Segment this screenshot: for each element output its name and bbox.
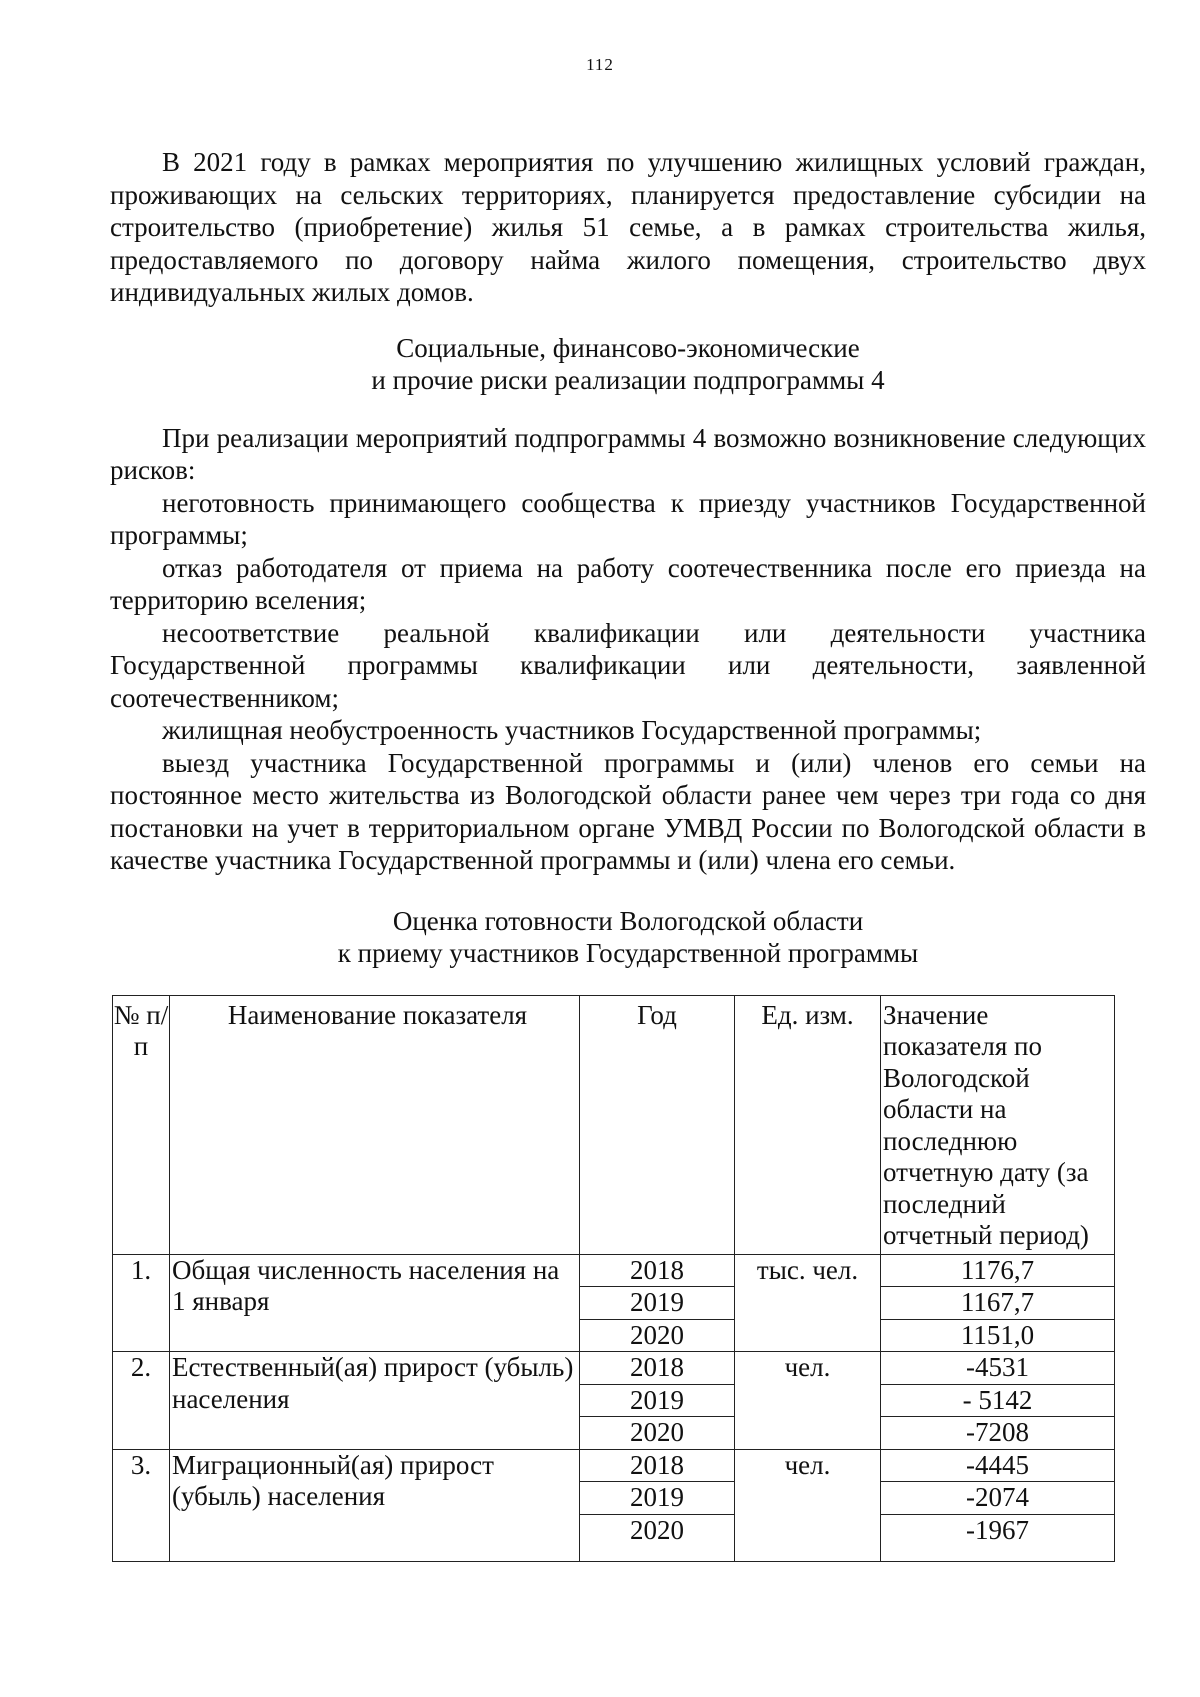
row-year: 2019 bbox=[580, 1384, 735, 1417]
risk-item: неготовность принимающего сообщества к приезду участников Государственной программы; bbox=[110, 487, 1146, 550]
risks-heading-line-1: Социальные, финансово-экономические bbox=[396, 332, 860, 363]
row-year: 2018 bbox=[580, 1449, 735, 1482]
document-body bbox=[110, 146, 1146, 1562]
header-num: № п/п bbox=[113, 995, 170, 1254]
row-unit: тыс. чел. bbox=[735, 1254, 881, 1352]
row-value: -4445 bbox=[881, 1449, 1115, 1482]
row-year: 2020 bbox=[580, 1514, 735, 1561]
page-number: 112 bbox=[586, 55, 614, 74]
row-year: 2020 bbox=[580, 1319, 735, 1352]
header-unit: Ед. изм. bbox=[735, 995, 881, 1254]
row-year: 2019 bbox=[580, 1482, 735, 1515]
row-unit: чел. bbox=[735, 1449, 881, 1561]
row-value: 1167,7 bbox=[881, 1287, 1115, 1320]
row-value: -4531 bbox=[881, 1352, 1115, 1385]
table-heading bbox=[110, 905, 1146, 970]
table-row bbox=[113, 1449, 1115, 1482]
row-name: Общая численность населения на 1 января bbox=[170, 1254, 580, 1352]
row-value: -1967 bbox=[881, 1514, 1115, 1561]
row-value: 1151,0 bbox=[881, 1319, 1115, 1352]
indicators-table bbox=[112, 995, 1115, 1562]
row-name: Естественный(ая) прирост (убыль) населения bbox=[170, 1352, 580, 1450]
row-year: 2018 bbox=[580, 1254, 735, 1287]
row-unit: чел. bbox=[735, 1352, 881, 1450]
risks-heading bbox=[110, 332, 1146, 397]
table-row bbox=[113, 1352, 1115, 1385]
row-num: 2. bbox=[113, 1352, 170, 1450]
table-header-row bbox=[113, 995, 1115, 1254]
row-value: -2074 bbox=[881, 1482, 1115, 1515]
row-year: 2018 bbox=[580, 1352, 735, 1385]
row-year: 2020 bbox=[580, 1417, 735, 1450]
intro-paragraph: В 2021 году в рамках мероприятия по улучшению жилищных условий граждан, проживающих на сельских территориях, планируется предоставление субсидии на строительство (приобретение) жилья 51 семье, а в рамках строительства жилья, предоставляемого по договору найма жилого помещения, строительство двух индивидуальных жилых домов. bbox=[110, 147, 1146, 307]
header-name: Наименование показателя bbox=[170, 995, 580, 1254]
row-year: 2019 bbox=[580, 1287, 735, 1320]
row-num: 3. bbox=[113, 1449, 170, 1561]
risk-item: выезд участника Государственной программы и (или) членов его семьи на постоянное место жительства из Вологодской области ранее чем через три года со дня постановки на учет в территориальном органе УМВД России по Вологодской области в качестве участника Государственной программы и (или) члена его семьи. bbox=[110, 747, 1146, 875]
row-value: - 5142 bbox=[881, 1384, 1115, 1417]
row-num: 1. bbox=[113, 1254, 170, 1352]
row-name: Миграционный(ая) прирост (убыль) населения bbox=[170, 1449, 580, 1561]
risk-item: жилищная необустроенность участников Государственной программы; bbox=[162, 715, 982, 745]
risks-intro: При реализации мероприятий подпрограммы 4 возможно возникновение следующих рисков: bbox=[110, 422, 1146, 485]
header-year: Год bbox=[580, 995, 735, 1254]
row-value: 1176,7 bbox=[881, 1254, 1115, 1287]
risk-item: отказ работодателя от приема на работу соотечественника после его приезда на территорию вселения; bbox=[110, 552, 1146, 615]
risk-item: несоответствие реальной квалификации или деятельности участника Государственной программы квалификации или деятельности, заявленной соотечественником; bbox=[110, 617, 1146, 713]
table-heading-line-2: к приему участников Государственной программы bbox=[337, 938, 919, 968]
header-value: Значение показателя по Вологодской области на последнюю отчетную дату (за последний отчетный период) bbox=[881, 995, 1115, 1254]
row-value: -7208 bbox=[881, 1417, 1115, 1450]
risks-heading-line-2: и прочие риски реализации подпрограммы 4 bbox=[371, 365, 885, 395]
table-row bbox=[113, 1254, 1115, 1287]
table-heading-line-1: Оценка готовности Вологодской области bbox=[392, 905, 864, 936]
